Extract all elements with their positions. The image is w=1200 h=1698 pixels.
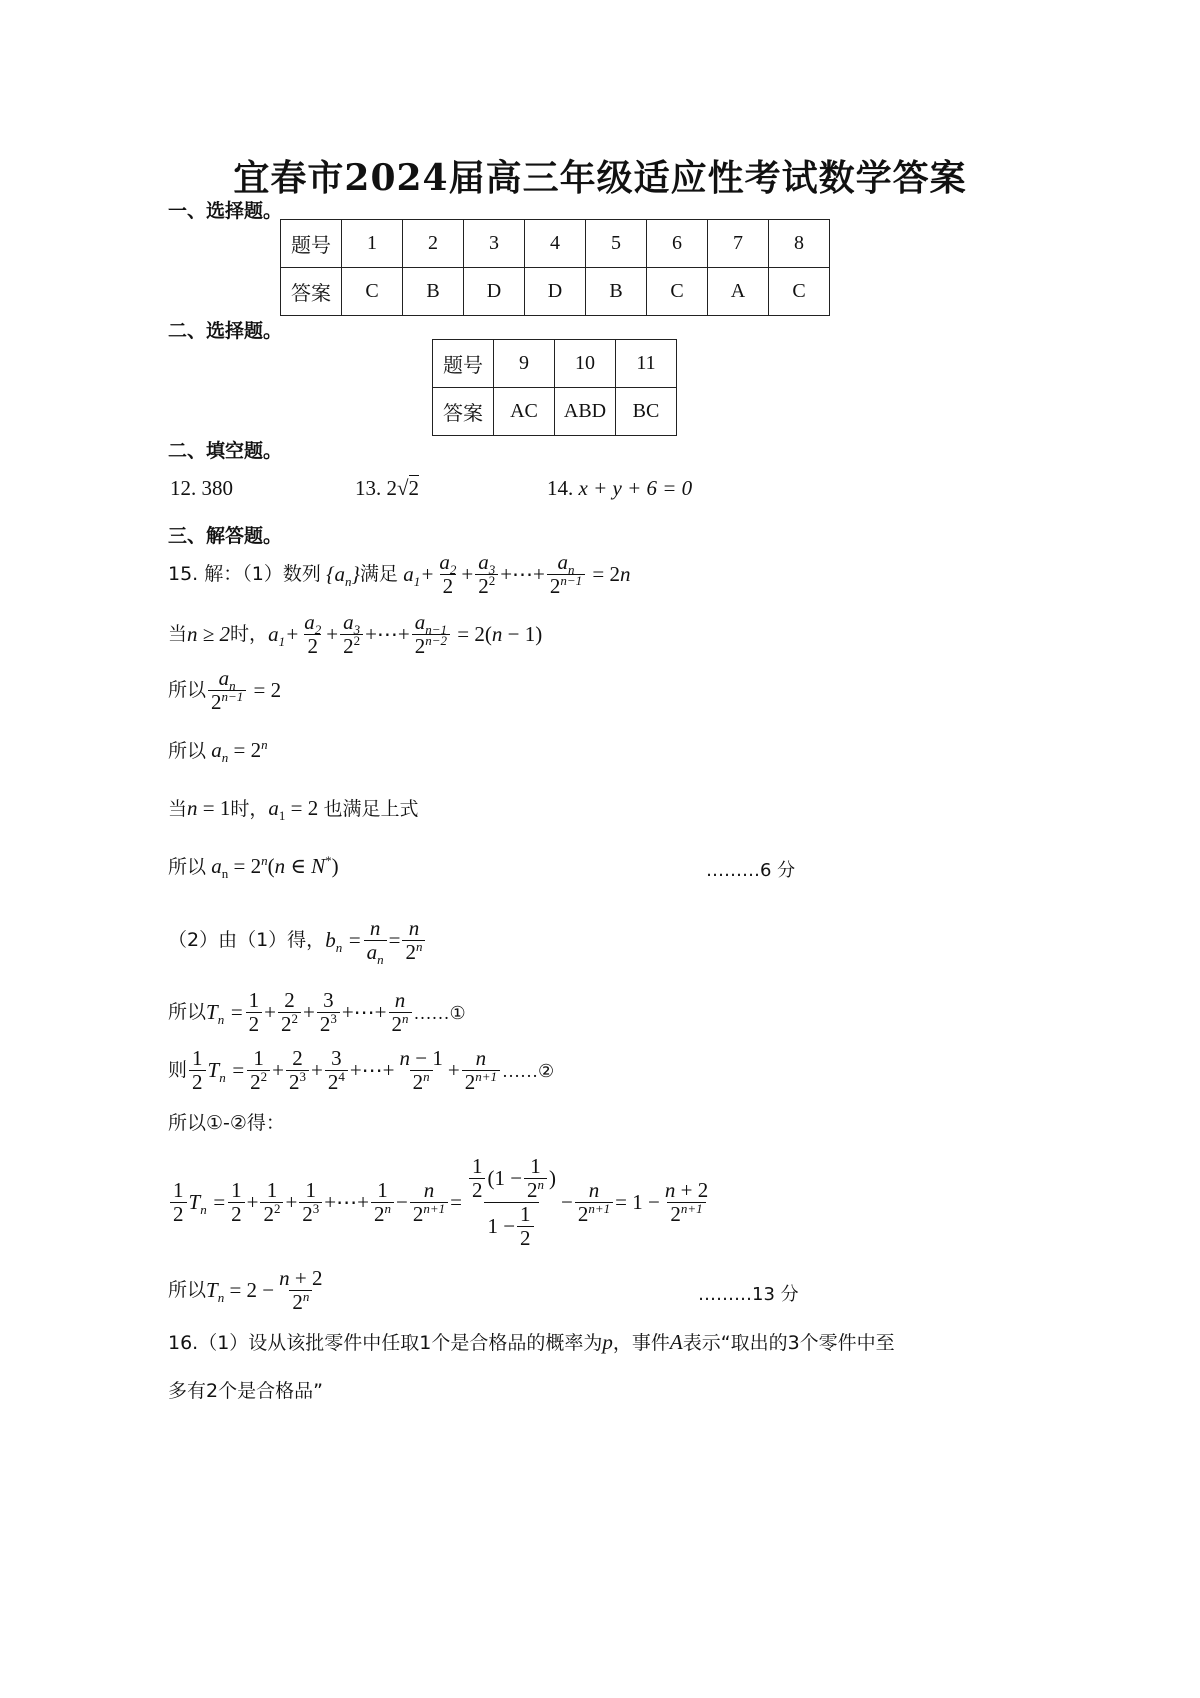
label-when: 当 — [168, 798, 188, 820]
score-marker-6: ………6 分 — [706, 860, 796, 881]
math-expr: $b_n$ = — [325, 928, 362, 956]
fraction: $\frac{n + 2}{2^{n+1}}$ — [664, 1178, 709, 1226]
math-expr: $a_n$ — [206, 738, 229, 766]
fraction: $\frac{a_{n-1}}{2^{n-2}}$ — [412, 612, 450, 657]
table-cell: 8 — [769, 220, 830, 268]
q15-line-4 — [168, 737, 268, 766]
q15-part2-line-3: 则 $\frac{1}{2}$ $T_n$ = $\frac{1}{2^2}$ + $\frac{2}{2^3}$ + $\frac{3}{2^4}$ +⋯+ $\frac{n - 1}{2^n}$ + $\frac{n}{2^{n+1}}$ ……② — [168, 1046, 555, 1094]
q16-line-1 — [168, 1332, 895, 1353]
fraction: $\frac{n + 2}{2^n}$ — [279, 1266, 323, 1314]
q16-text: 表示“取出的3个零件中至 — [682, 1332, 895, 1354]
table-header-cell: 答案 — [433, 388, 494, 436]
fraction: $\frac{3}{2^3}$ — [317, 990, 340, 1035]
table-cell: D — [525, 268, 586, 316]
answer-q13 — [355, 478, 419, 499]
fraction: $\frac{1}{2^2}$ — [260, 1180, 283, 1225]
table-cell: 10 — [555, 340, 616, 388]
table-cell: 4 — [525, 220, 586, 268]
fraction: $\frac{1}{2^n}$ — [371, 1180, 394, 1225]
fraction: $\frac{1}{2}$ — [170, 1180, 187, 1225]
fraction: $\frac{a_3}{2^2}$ — [475, 552, 498, 597]
table-cell: B — [403, 268, 464, 316]
table-cell: A — [708, 268, 769, 316]
label-when: 当 — [168, 623, 188, 645]
fraction: $\frac{1}{2^3}$ — [299, 1180, 322, 1225]
section-heading-solutions: 三、解答题。 — [168, 525, 283, 547]
q14-equation: x + y + 6 = 0 — [578, 476, 693, 500]
q15-part2-line-1: （2）由（1）得， $b_n$ = $\frac{n}{a_n}$ = $\frac{n}{2^n}$ — [168, 918, 427, 963]
section-heading-fill: 二、填空题。 — [168, 440, 283, 462]
table-cell: 3 — [464, 220, 525, 268]
math-expr: = $2^n$ — [228, 737, 268, 762]
q15-line-1: 15. 解：（1）数列 $\{a_n\}$ 满足 $a_1+$ $\frac{a_2}{2}$ + $\frac{a_3}{2^2}$ +⋯+ $\frac{a_n}{2^{n-1}}$ = 2n — [168, 550, 631, 598]
page-title: 宜春市2024届高三年级适应性考试数学答案 — [233, 157, 967, 199]
fraction: $\frac{n - 1}{2^n}$ — [399, 1046, 443, 1094]
fraction: $\frac{2}{2^3}$ — [286, 1048, 309, 1093]
math-expr: $\{a_n\}$ — [320, 562, 360, 590]
answer-q14 — [547, 478, 692, 499]
q15-part2-line-4: $\frac{1}{2}$ $T_n$ = $\frac{1}{2}$ + $\frac{1}{2^2}$ + $\frac{1}{2^3}$ +⋯+ $\frac{1}{2^n}$ − $\frac{n}{2^{n+1}}$ = $\frac{1}{2}$ (1 − $\frac{1}{2^n}$ ) 1 − $\frac{1}{2}$ − $\frac{n}{2^{n+1}}$ = 1 − $\frac{n + 2}{2^{n+1}}$ — [168, 1156, 713, 1249]
label-therefore: 所以 — [168, 679, 207, 701]
equation-marker-2: ……② — [501, 1060, 555, 1081]
table-cell: BC — [616, 388, 677, 436]
q15-line-2: 当 n ≥ 2 时， $a_1+$ $\frac{a_2}{2}$ + $\frac{a_3}{2^2}$ +⋯+ $\frac{a_{n-1}}{2^{n-2}}$ = 2(n − 1) — [168, 610, 543, 658]
fraction: $\frac{n}{2^{n+1}}$ — [462, 1048, 500, 1093]
q15-line-6 — [168, 853, 339, 882]
q13-radicand: 2 — [408, 476, 420, 500]
label-therefore: 所以 — [168, 1279, 207, 1301]
fraction: $\frac{a_3}{2^2}$ — [340, 612, 363, 657]
table-cell: 1 — [342, 220, 403, 268]
label-also-satisfy: 也满足上式 — [323, 798, 419, 820]
fraction: $\frac{n}{2^{n+1}}$ — [575, 1180, 613, 1225]
math-expr: = 2 — [248, 678, 282, 702]
label-then: 则 — [168, 1059, 188, 1081]
math-expr: = 2 − — [224, 1278, 275, 1302]
table-cell: 2 — [403, 220, 464, 268]
math-expr: $T_n$ = — [207, 1058, 246, 1086]
q15-line-3 — [168, 668, 281, 713]
fraction: $\frac{a_2}{2}$ — [304, 610, 322, 658]
table-cell: 9 — [494, 340, 555, 388]
sqrt-symbol: √ — [397, 476, 409, 500]
table-cell: D — [464, 268, 525, 316]
table-cell: C — [769, 268, 830, 316]
fraction: $\frac{a_n}{2^{n-1}}$ — [208, 668, 246, 713]
fraction: $\frac{a_2}{2}$ — [439, 550, 457, 598]
math-expr: = 2n — [587, 562, 631, 586]
label-therefore: 所以 — [168, 1001, 207, 1023]
fraction: $\frac{n}{2^{n+1}}$ — [410, 1180, 448, 1225]
table-header-cell: 答案 — [281, 268, 342, 316]
q14-prefix: 14. — [547, 476, 579, 500]
fraction: $\frac{n}{2^n}$ — [402, 918, 425, 963]
fraction: $\frac{1}{2^2}$ — [247, 1048, 270, 1093]
fraction: $\frac{n}{2^n}$ — [389, 990, 412, 1035]
math-expr: $a_n = 2^n(n$ ∈ N*) — [211, 853, 339, 882]
q16-text: 16.（1）设从该批零件中任取1个是合格品的概率为 — [168, 1332, 603, 1354]
answer-q12: 12. 380 — [170, 476, 233, 500]
math-expr: $a_1+$ — [397, 562, 435, 590]
answer-table-2 — [432, 339, 677, 436]
table-row — [433, 388, 677, 436]
math-expr: $T_n$ — [206, 1278, 225, 1306]
q15-intro: 15. 解：（1）数列 — [168, 563, 321, 585]
table-row — [281, 268, 830, 316]
q15-part2-line-2: 所以 $T_n$ = $\frac{1}{2}$ + $\frac{2}{2^2}$ + $\frac{3}{2^3}$ +⋯+ $\frac{n}{2^n}$ ……① — [168, 988, 466, 1036]
q15-part2-line-5 — [168, 1268, 327, 1313]
fraction: $\frac{1}{2}$ — [228, 1180, 245, 1225]
equation-marker-1: ……① — [413, 1002, 466, 1023]
label-time: 时， — [230, 623, 269, 645]
table-cell: 7 — [708, 220, 769, 268]
fraction: $\frac{3}{2^4}$ — [325, 1048, 348, 1093]
q13-prefix: 13. 2 — [355, 476, 397, 500]
table-cell: ABD — [555, 388, 616, 436]
label-part2: （2）由（1）得， — [168, 929, 326, 951]
table-header-cell: 题号 — [433, 340, 494, 388]
label-satisfies: 满足 — [359, 563, 398, 585]
section-heading-choice: 一、选择题。 — [168, 200, 283, 222]
section-heading-multi-choice: 二、选择题。 — [168, 320, 283, 342]
q15-line-5 — [168, 796, 419, 824]
math-expr: = 2(n − 1) — [452, 622, 543, 646]
answer-table-1 — [280, 219, 830, 316]
table-cell: 11 — [616, 340, 677, 388]
table-cell: C — [647, 268, 708, 316]
q16-line-2: 多有2个是合格品” — [168, 1380, 323, 1402]
table-cell: AC — [494, 388, 555, 436]
math-expr: $T_n$ = — [206, 1000, 244, 1028]
table-row — [281, 220, 830, 268]
table-row — [433, 340, 677, 388]
fraction: $\frac{n}{a_n}$ — [364, 918, 387, 963]
math-variable: A — [669, 1330, 683, 1354]
math-expr: n = 1 — [187, 796, 231, 820]
q16-text: ，事件 — [612, 1332, 670, 1354]
label-time: 时， — [230, 798, 269, 820]
label-therefore: 所以 — [168, 740, 207, 762]
fraction: $\frac{1}{2}$ — [189, 1048, 206, 1093]
table-cell: C — [342, 268, 403, 316]
math-expr: $a_1+$ — [268, 622, 300, 650]
table-cell: 5 — [586, 220, 647, 268]
fraction: $\frac{a_n}{2^{n-1}}$ — [547, 552, 585, 597]
score-marker-13: ………13 分 — [698, 1284, 799, 1305]
fraction: $\frac{2}{2^2}$ — [278, 990, 301, 1035]
math-condition: n ≥ 2 — [187, 622, 231, 646]
label-therefore: 所以 — [168, 856, 207, 878]
math-expr: $T_n$ = — [188, 1190, 227, 1218]
compound-fraction: $\frac{1}{2}$ (1 − $\frac{1}{2^n}$ ) 1 − $\frac{1}{2}$ — [464, 1156, 559, 1249]
q15-subtract-label: 所以①-②得： — [168, 1112, 285, 1134]
table-cell: B — [586, 268, 647, 316]
math-variable: p — [602, 1330, 613, 1354]
table-header-cell: 题号 — [281, 220, 342, 268]
fraction: $\frac{1}{2}$ — [246, 990, 263, 1035]
math-expr: $a_1 = 2$ — [268, 796, 324, 824]
table-cell: 6 — [647, 220, 708, 268]
